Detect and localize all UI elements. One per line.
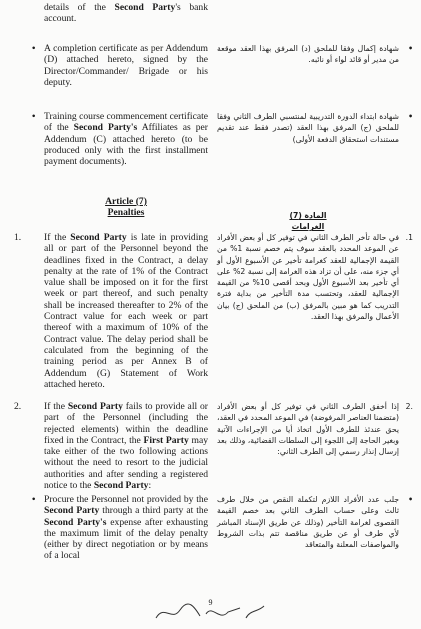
bullet-icon: • bbox=[32, 111, 36, 122]
english-article-heading bbox=[44, 196, 208, 219]
arabic-bullet-procure: جلب عدد الأفراد اللازم لتكملة النقص من خلال طرف ثالث وعلى حساب الطرف الثاني بعد خصم القيمة القصوى لغرامة التأخير (وذلك عن طريق الإسناد المباشر لأي طرف أو عن طريق مناقصة تتم بذات الشروط والمواصفات المعلنة والمتعاقد bbox=[217, 495, 399, 550]
bullet-icon: • bbox=[32, 494, 36, 505]
english-item1-text: If the Second Party is late in providing all or part of the Personnel beyond the deadlines fixed in the Contract, a delay penalty at the rate of 1% of the Contract value shall be imposed on it for the first week or part thereof, and such penalty shall be increased thereafter to 2% of the Contract value for each week or part thereof with a maximum of 10% of the Contract value. The delay period shall be calculated from the beginning of the training period as per Annex B of Addendum (G) Statement of Work attached hereto. bbox=[44, 232, 208, 390]
arabic-item1-number: 1. bbox=[405, 233, 413, 242]
english-item2-number: 2. bbox=[14, 401, 22, 412]
bullet-icon: • bbox=[408, 44, 413, 53]
page-number: 9 bbox=[208, 598, 213, 607]
bullet-icon: • bbox=[32, 43, 36, 54]
bullet-icon: • bbox=[408, 112, 413, 121]
arabic-article-heading bbox=[217, 210, 399, 233]
arabic-item1-text: في حالة تأخر الطرف الثاني في توفير كل أو بعض الأفراد عن الموعد المحدد بالعقد سوف يتم خصم نسبة 1% من القيمة الإجمالية للعقد كغرامة تأخير عن الأسبوع الأول أو أي جزء منه، على أن تزاد هذه الغرامة إلى نسبة 2% على أي تأخير بعد الأسبوع الأول وبحد أقصى 10% من القيمة الإجمالية للعقد، وتحتسب مدة التأخير من بداية فترة التدريب كما هو مبين بالمرفق (ب) من الملحق (ج) بيان الأعمال والمرفق بهذا العقد. bbox=[217, 233, 399, 322]
bullet-icon: • bbox=[408, 495, 413, 504]
english-article-subtitle: Penalties bbox=[107, 207, 145, 219]
arabic-article-subtitle: الغرامات bbox=[291, 222, 325, 232]
signature-initials-icon bbox=[150, 600, 270, 626]
english-item1-number: 1. bbox=[14, 232, 22, 243]
english-top-continuation: details of the Second Party's bank account. bbox=[44, 2, 208, 25]
arabic-item2-text: إذا أخفق الطرف الثاني في توفير كل أو بعض الأفراد (متضمنا العناصر المرفوضة) في الموعد المحدد في العقد، يحق عندئذ للطرف الأول اتخاذ أيا من الإجراءات الآتية وبغير الحاجة إلى اللجوء إلى السلطات القضائية، وذلك بعد إرسال إنذار رسمي إلى الطرف الثاني: bbox=[216, 402, 399, 457]
english-bullet-completion: A completion certificate as per Addendum (D) attached hereto, signed by the Director/Commander/ Brigade or his deputy. bbox=[44, 43, 208, 88]
arabic-item2-number: .2 bbox=[405, 402, 413, 411]
english-article-title: Article (7) bbox=[105, 196, 147, 207]
english-item2-text: If the Second Party fails to provide all or part of the Personnel (including the rejected elements) within the deadline fixed in the Contract, the First Party may take either of the two following actions without the need to resort to the judicial authorities and after sending a registered notice to the Second Party: bbox=[44, 401, 208, 492]
english-bullet-procure: Procure the Personnel not provided by the Second Party through a third party at the Second Party's expense after exhausting the maximum limit of the delay penalty (either by direct negotiation or by means of a local bbox=[44, 494, 208, 562]
arabic-bullet-training: شهادة ابتداء الدورة التدريبية لمنتسبي الطرف الثاني وفقا للملحق (ج) المرفق بهذا العقد (تصدر فقط عند تقديم مستندات استحقاق الدفعة الأولى) bbox=[217, 112, 399, 144]
arabic-bullet-completion: شهادة إكمال وفقا للملحق (د) المرفق بهذا العقد موقعة من مدير أو قائد لواء أو نائبه. bbox=[217, 44, 399, 65]
english-bullet-training: Training course commencement certificate of the Second Party's Affiliates as per Addendum (C) attached hereto (to be produced only with the first installment payment documents). bbox=[44, 111, 209, 168]
arabic-article-title: المادة (7) bbox=[289, 211, 327, 220]
